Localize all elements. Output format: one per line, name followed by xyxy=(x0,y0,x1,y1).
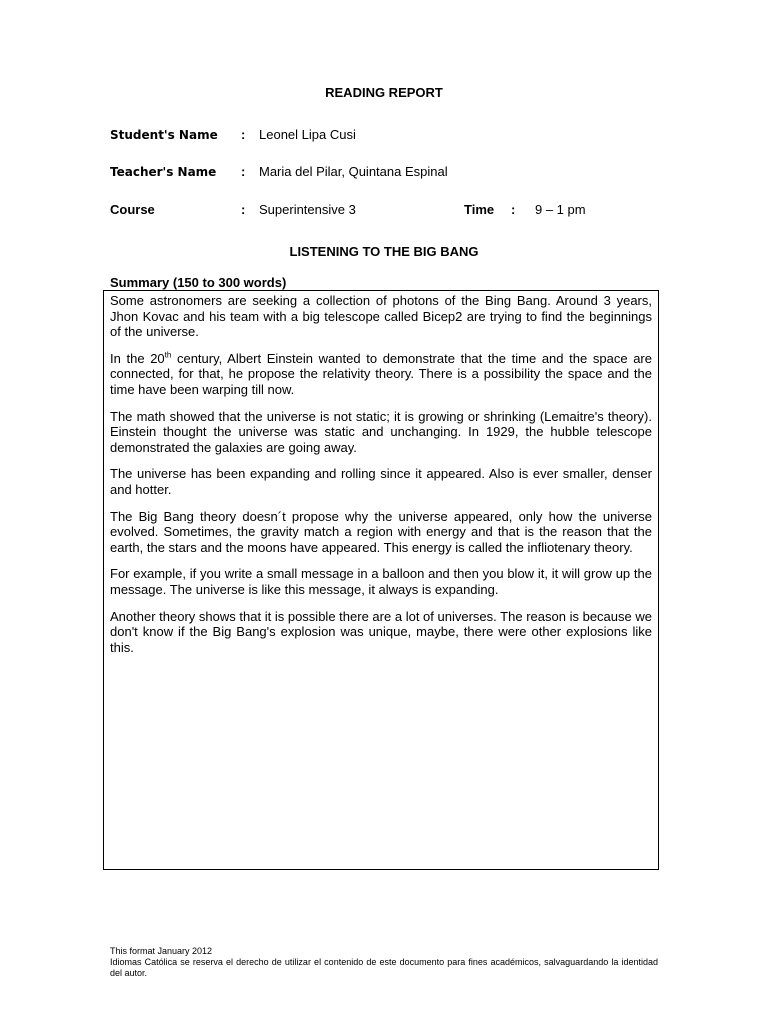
p2-start: In the 20 xyxy=(110,350,165,366)
summary-paragraph-6: For example, if you write a small message in a balloon and then you blow it, it will grow up the message. The universe is like this message, it always is expanding. xyxy=(110,566,652,597)
summary-paragraph-5: The Big Bang theory doesn´t propose why the universe appeared, only how the universe evolved. Sometimes, the gravity match a region with energy and that is the reason that the earth, the stars and the moons have appeared. This energy is called the infliotenary theory. xyxy=(110,508,652,555)
time-label: Time xyxy=(464,202,495,217)
footer-disclaimer: Idiomas Católica se reserva el derecho de utilizar el contenido de este documento para fines académicos, salvaguardando la identidad del autor. xyxy=(110,957,658,978)
p2-rest: century, Albert Einstein wanted to demonstrate that the time and the space are connected, for that, he propose the relativity theory. There is a possibility the space and the time have been warping till now. xyxy=(110,350,652,397)
summary-label: Summary (150 to 300 words) xyxy=(110,275,287,290)
summary-paragraph-4: The universe has been expanding and rolling since it appeared. Also is ever smaller, denser and hotter. xyxy=(110,466,652,497)
time-value: 9 – 1 pm xyxy=(535,202,586,217)
summary-paragraph-3: The math showed that the universe is not static; it is growing or shrinking (Lemaitre's theory). Einstein thought the universe was static and unchanging. In 1929, the hubble telescope demonstrated the galaxies are going away. xyxy=(110,408,652,455)
student-name-value: Leonel Lipa Cusi xyxy=(259,127,356,142)
student-name-colon: : xyxy=(241,127,246,142)
summary-paragraph-2 xyxy=(110,351,652,398)
teacher-name-label: Teacher's Name xyxy=(110,165,217,179)
course-value: Superintensive 3 xyxy=(259,202,356,217)
time-colon: : xyxy=(511,202,516,217)
course-colon: : xyxy=(241,202,246,217)
footer xyxy=(110,946,658,979)
reading-subtitle: LISTENING TO THE BIG BANG xyxy=(289,244,479,259)
summary-box xyxy=(103,290,659,870)
teacher-name-value: Maria del Pilar, Quintana Espinal xyxy=(259,164,448,179)
summary-paragraph-1: Some astronomers are seeking a collection of photons of the Bing Bang. Around 3 years, Jhon Kovac and his team with a big telescope called Bicep2 are trying to find the beginnings of the universe. xyxy=(110,293,652,340)
report-title: READING REPORT xyxy=(325,85,443,100)
summary-paragraph-7: Another theory shows that it is possible there are a lot of universes. The reason is because we don't know if the Big Bang's explosion was unique, maybe, there were other explosions like this. xyxy=(110,608,652,655)
student-name-label: Student's Name xyxy=(110,128,218,142)
teacher-name-colon: : xyxy=(241,164,246,179)
footer-format-date: This format January 2012 xyxy=(110,946,213,956)
ordinal-superscript: th xyxy=(164,350,172,360)
course-label: Course xyxy=(110,202,155,217)
